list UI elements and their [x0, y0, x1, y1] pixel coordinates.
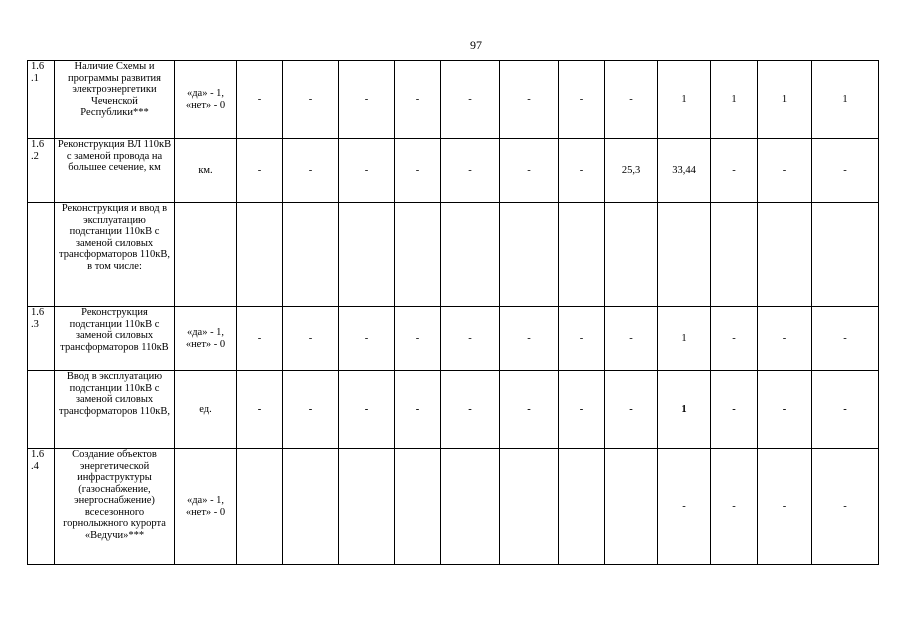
value-cell: - — [812, 139, 879, 203]
value-cell: - — [283, 307, 339, 371]
value-cell — [339, 203, 395, 307]
value-cell: - — [758, 371, 812, 449]
value-cell — [605, 203, 658, 307]
row-number-cell: 1.6 .3 — [28, 307, 55, 371]
value-cell: - — [711, 371, 758, 449]
value-cell: 1 — [658, 371, 711, 449]
value-cell: 1 — [658, 61, 711, 139]
value-cell — [812, 203, 879, 307]
table-row — [28, 139, 879, 203]
unit-cell: км. — [175, 139, 237, 203]
value-cell: - — [237, 307, 283, 371]
indicators-table — [27, 60, 879, 565]
value-cell — [441, 449, 500, 565]
unit-cell: «да» - 1, «нет» - 0 — [175, 449, 237, 565]
value-cell: - — [812, 371, 879, 449]
value-cell: - — [283, 139, 339, 203]
value-cell: - — [758, 449, 812, 565]
unit-cell: «да» - 1, «нет» - 0 — [175, 61, 237, 139]
table-row — [28, 371, 879, 449]
value-cell — [559, 203, 605, 307]
row-number-cell: 1.6 .2 — [28, 139, 55, 203]
value-cell: - — [711, 449, 758, 565]
value-cell: - — [812, 449, 879, 565]
value-cell: - — [758, 139, 812, 203]
value-cell: - — [395, 139, 441, 203]
value-cell: - — [711, 139, 758, 203]
row-number-cell: 1.6 .1 — [28, 61, 55, 139]
value-cell: - — [605, 371, 658, 449]
value-cell: - — [758, 307, 812, 371]
value-cell: - — [605, 61, 658, 139]
value-cell: - — [711, 307, 758, 371]
value-cell: - — [339, 371, 395, 449]
value-cell — [500, 449, 559, 565]
indicator-name-cell: Наличие Схемы и программы развития электроэнергетики Чеченской Республики*** — [55, 61, 175, 139]
value-cell: - — [339, 139, 395, 203]
indicator-name-cell: Ввод в эксплуатацию подстанции 110кВ с заменой силовых трансформаторов 110кВ, — [55, 371, 175, 449]
value-cell: 1 — [658, 307, 711, 371]
unit-cell: «да» - 1, «нет» - 0 — [175, 307, 237, 371]
value-cell: - — [237, 61, 283, 139]
indicator-name-cell: Создание объектов энергетической инфраструктуры (газоснабжение, энергоснабжение) всесезонного горнолыжного курорта «Ведучи»*** — [55, 449, 175, 565]
value-cell — [658, 203, 711, 307]
value-cell — [339, 449, 395, 565]
value-cell: - — [339, 61, 395, 139]
value-cell — [395, 449, 441, 565]
value-cell — [711, 203, 758, 307]
table-row — [28, 203, 879, 307]
value-cell: - — [500, 61, 559, 139]
value-cell: - — [559, 307, 605, 371]
value-cell: - — [237, 139, 283, 203]
value-cell — [283, 449, 339, 565]
table-row — [28, 61, 879, 139]
value-cell — [559, 449, 605, 565]
value-cell: - — [283, 371, 339, 449]
value-cell — [237, 203, 283, 307]
value-cell: - — [812, 307, 879, 371]
indicator-name-cell: Реконструкция ВЛ 110кВ с заменой провода на большее сечение, км — [55, 139, 175, 203]
value-cell: - — [441, 139, 500, 203]
row-number-cell: 1.6 .4 — [28, 449, 55, 565]
indicator-name-cell: Реконструкция и ввод в эксплуатацию подстанции 110кВ с заменой силовых трансформаторов 110кВ, в том числе: — [55, 203, 175, 307]
value-cell — [395, 203, 441, 307]
value-cell: 1 — [758, 61, 812, 139]
value-cell: - — [500, 371, 559, 449]
value-cell: - — [339, 307, 395, 371]
row-number-cell — [28, 371, 55, 449]
value-cell: - — [658, 449, 711, 565]
unit-cell — [175, 203, 237, 307]
value-cell — [441, 203, 500, 307]
value-cell: - — [559, 61, 605, 139]
value-cell — [758, 203, 812, 307]
value-cell: - — [283, 61, 339, 139]
value-cell: 1 — [711, 61, 758, 139]
value-cell: - — [559, 371, 605, 449]
value-cell: - — [395, 307, 441, 371]
row-number-cell — [28, 203, 55, 307]
value-cell: - — [441, 371, 500, 449]
value-cell: - — [605, 307, 658, 371]
value-cell: - — [441, 307, 500, 371]
value-cell: - — [237, 371, 283, 449]
table-row — [28, 449, 879, 565]
value-cell: 33,44 — [658, 139, 711, 203]
page-number: 97 — [470, 38, 482, 52]
value-cell: - — [395, 371, 441, 449]
value-cell: - — [441, 61, 500, 139]
indicator-name-cell: Реконструкция подстанции 110кВ с заменой силовых трансформаторов 110кВ — [55, 307, 175, 371]
value-cell: 25,3 — [605, 139, 658, 203]
value-cell: - — [500, 139, 559, 203]
value-cell — [500, 203, 559, 307]
unit-cell: ед. — [175, 371, 237, 449]
value-cell: - — [395, 61, 441, 139]
value-cell: - — [500, 307, 559, 371]
table-row — [28, 307, 879, 371]
value-cell: 1 — [812, 61, 879, 139]
value-cell — [605, 449, 658, 565]
value-cell — [237, 449, 283, 565]
value-cell — [283, 203, 339, 307]
value-cell: - — [559, 139, 605, 203]
